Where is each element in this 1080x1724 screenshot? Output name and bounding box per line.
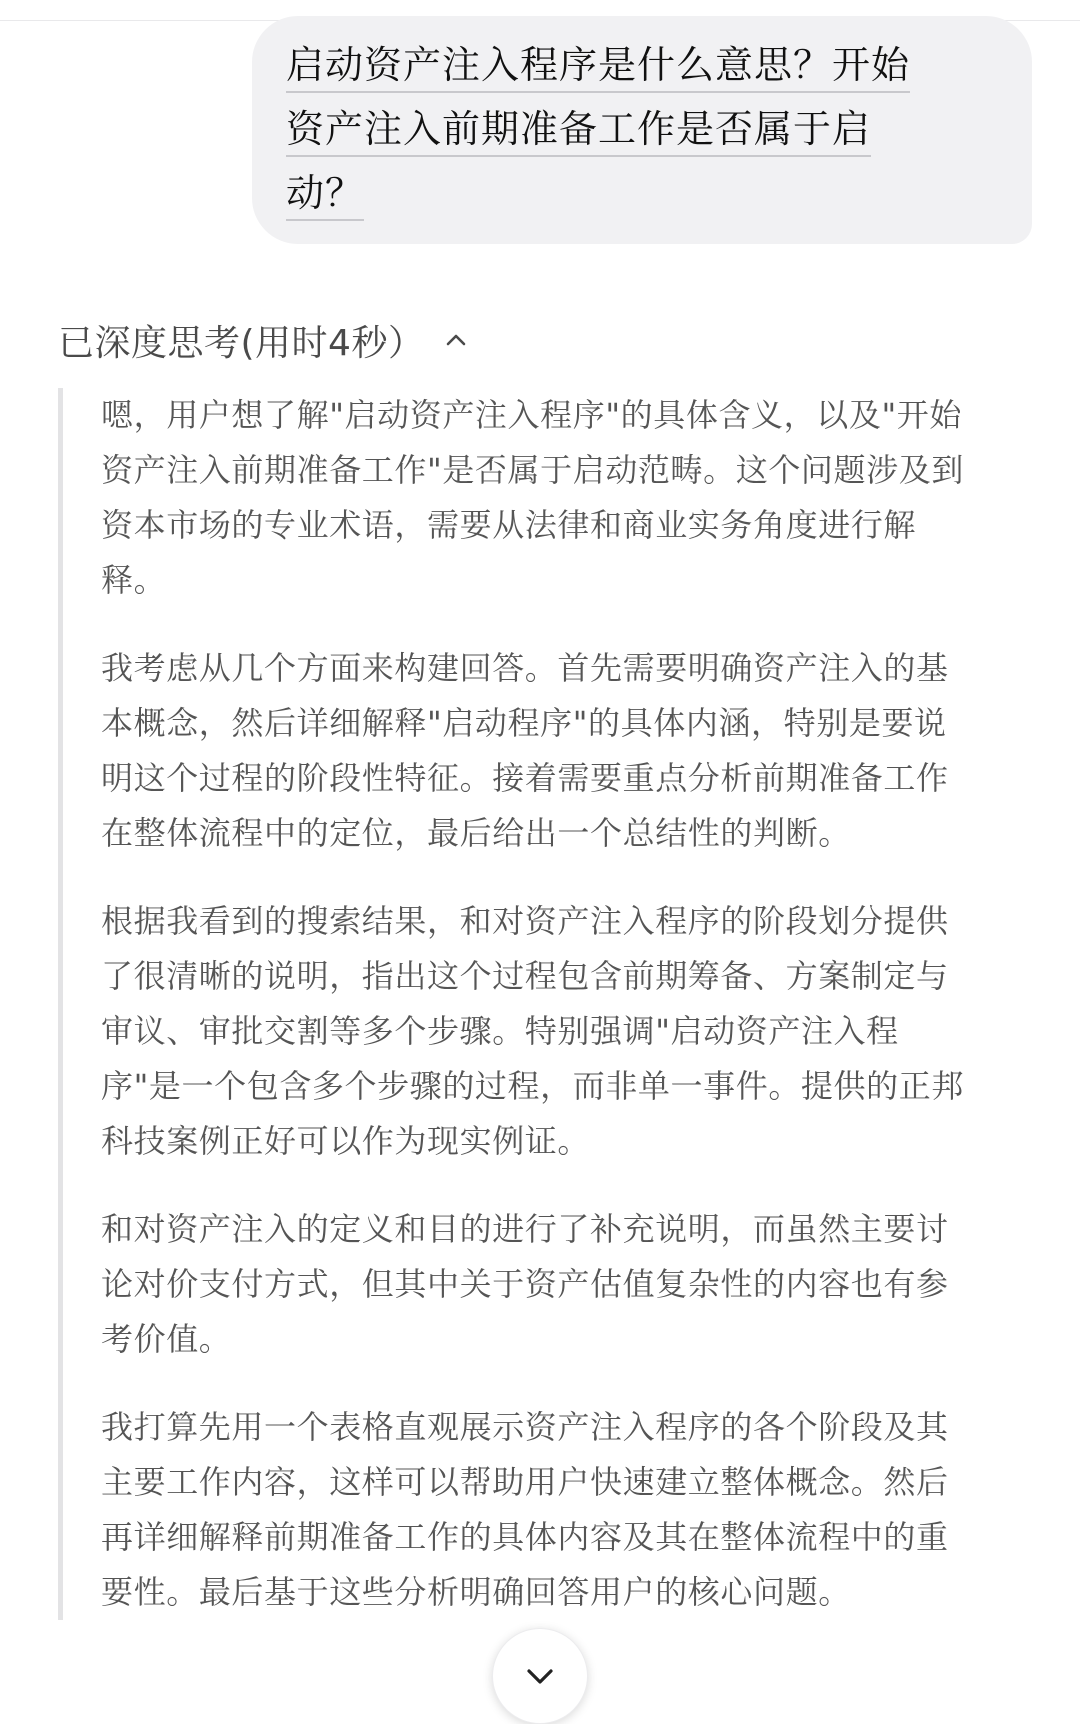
scroll-to-bottom-button[interactable] <box>492 1628 588 1724</box>
user-message-line: 资产注入前期准备工作是否属于启 <box>286 108 972 150</box>
thinking-line: 资产注入前期准备工作"是否属于启动范畴。这个问题涉及到 <box>101 451 964 489</box>
thinking-title: 已深度思考(用时4秒） <box>58 322 425 364</box>
thinking-line: 序"是一个包含多个步骤的过程，而非单一事件。提供的正邦 <box>101 1067 964 1105</box>
thinking-toggle[interactable] <box>58 316 468 364</box>
thinking-line: 资本市场的专业术语，需要从法律和商业实务角度进行解 <box>101 506 917 544</box>
thinking-paragraph <box>101 1202 1018 1367</box>
thinking-paragraph <box>101 894 1018 1169</box>
thinking-line: 我考虑从几个方面来构建回答。首先需要明确资产注入的基 <box>101 649 949 687</box>
thinking-line: 嗯，用户想了解"启动资产注入程序"的具体含义，以及"开始 <box>101 396 962 434</box>
thinking-line: 我打算先用一个表格直观展示资产注入程序的各个阶段及其 <box>101 1408 949 1446</box>
thinking-line: 科技案例正好可以作为现实例证。 <box>101 1122 591 1160</box>
thinking-line: 主要工作内容，这样可以帮助用户快速建立整体概念。然后 <box>101 1463 949 1501</box>
thinking-paragraph <box>101 1400 1018 1620</box>
thinking-line: 了很清晰的说明，指出这个过程包含前期筹备、方案制定与 <box>101 957 949 995</box>
thinking-line: 本概念，然后详细解释"启动程序"的具体内涵，特别是要说 <box>101 704 947 742</box>
thinking-paragraph <box>101 388 1018 608</box>
thinking-line: 明这个过程的阶段性特征。接着需要重点分析前期准备工作 <box>101 759 949 797</box>
thinking-line: 再详细解释前期准备工作的具体内容及其在整体流程中的重 <box>101 1518 949 1556</box>
user-message-line: 启动资产注入程序是什么意思？开始 <box>286 44 972 86</box>
thinking-line: 审议、审批交割等多个步骤。特别强调"启动资产注入程 <box>101 1012 899 1050</box>
thinking-line: 和对资产注入的定义和目的进行了补充说明，而虽然主要讨 <box>101 1210 949 1248</box>
thinking-line: 考价值。 <box>101 1320 232 1358</box>
chevron-down-icon <box>523 1659 557 1693</box>
user-message-bubble <box>252 16 1032 244</box>
thinking-line: 要性。最后基于这些分析明确回答用户的核心问题。 <box>101 1573 851 1611</box>
thinking-line: 释。 <box>101 561 167 599</box>
thinking-paragraph <box>101 641 1018 861</box>
thinking-line: 根据我看到的搜索结果，和对资产注入程序的阶段划分提供 <box>101 902 949 940</box>
chevron-up-icon <box>444 328 468 352</box>
user-message-line: 动？ <box>286 172 972 214</box>
thinking-line: 论对价支付方式，但其中关于资产估值复杂性的内容也有参 <box>101 1265 949 1303</box>
thinking-line: 在整体流程中的定位，最后给出一个总结性的判断。 <box>101 814 851 852</box>
thinking-content <box>58 388 1018 1620</box>
